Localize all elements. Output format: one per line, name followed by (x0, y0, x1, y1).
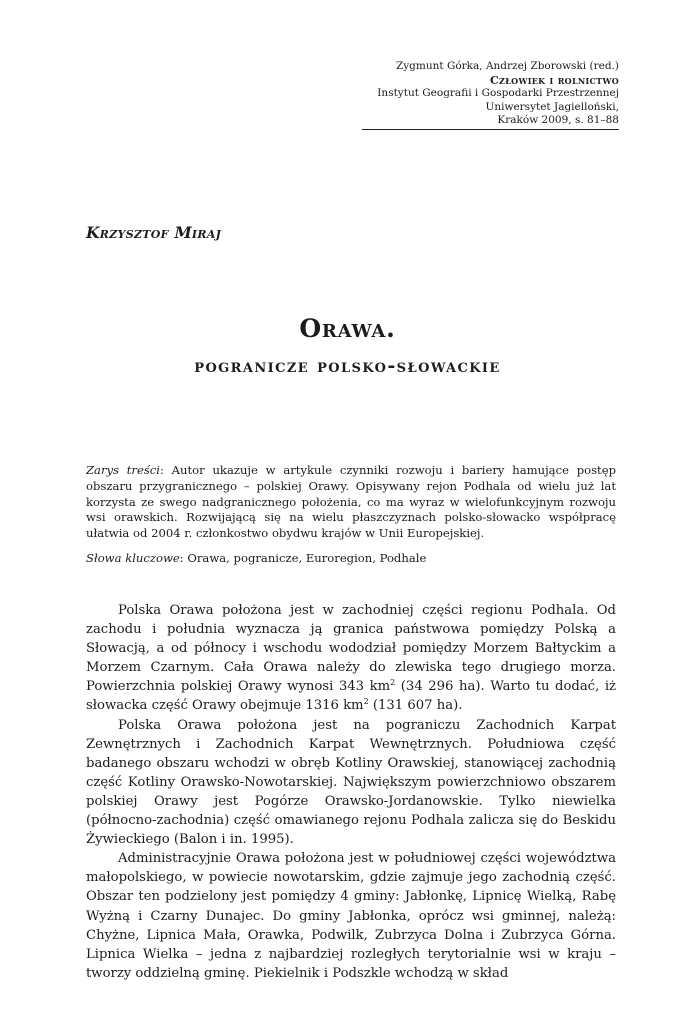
header-rule (362, 129, 619, 130)
paragraph-1 (86, 601, 616, 716)
superscript-2: 2 (363, 697, 369, 707)
paragraph-1-part-a: Polska Orawa położona jest w zachodniej części regionu Podhala. Od zachodu i południa wyznacza ją granica państwowa pomiędzy Polską a Słowacją, a od północy i wschodu wododział pomiędzy Morzem Bałtyckim a Morzem Czarnym. Cała Orawa należy do zlewiska tego drugiego morza. Powierzchnia polskiej Orawy wynosi 343 km (86, 603, 616, 695)
paragraph-1-part-c: (131 607 ha). (368, 698, 463, 714)
abstract (86, 463, 616, 542)
institute-line: Instytut Geografii i Gospodarki Przestrzennej (377, 87, 619, 100)
superscript-1: 2 (390, 678, 396, 688)
editors-line: Zygmunt Górka, Andrzej Zborowski (red.) (395, 60, 619, 72)
keywords-label: Słowa kluczowe (86, 551, 180, 565)
place-pages-line: Kraków 2009, s. 81–88 (497, 114, 619, 127)
keywords-text: : Orawa, pogranicze, Euroregion, Podhale (179, 551, 427, 565)
abstract-text: : Autor ukazuje w artykule czynniki rozwoju i bariery hamujące postęp obszaru przygranicznego – polskiej Orawy. Opisywany rejon Podhala od wielu już lat korzysta ze swego nadgranicznego położenia, co ma wyraz w wielofunkcyjnym rozwoju wsi orawskich. Rozwijającą się na wielu płaszczyznach polsko-słowacko współpracę ułatwia od 2004 r. członkostwo obydwu krajów w Unii Europejskiej. (86, 463, 616, 541)
article-subtitle: pogranicze polsko-słowackie (194, 355, 501, 377)
article-author: Krzysztof Miraj (86, 223, 222, 242)
page-header (319, 60, 619, 128)
article-title: Orawa. (299, 314, 396, 343)
paragraph-2: Polska Orawa położona jest na pograniczu Zachodnich Karpat Zewnętrznych i Zachodnich Karpat Wewnętrznych. Południowa część badanego obszaru wchodzi w obręb Kotliny Orawskiej, stanowiącej zachodnią część Kotliny Orawsko-Nowotarskiej. Największym powierzchniowo obszarem polskiej Orawy jest Pogórze Orawsko-Jordanowskie. Tylko niewielka (północno-zachodnia) część omawianego rejonu Podhala zalicza się do Beskidu Żywieckiego (Balon i in. 1995). (86, 717, 616, 848)
series-title: Człowiek i rolnictwo (490, 73, 619, 87)
keywords (86, 551, 616, 567)
paragraph-1-part-b: (34 296 ha). Warto tu dodać, iż słowacka część Orawy obejmuje 1316 km (86, 679, 616, 714)
paragraph-3: Administracyjnie Orawa położona jest w południowej części województwa małopolskiego, w powiecie nowotarskim, gdzie zajmuje jego zachodnią część. Obszar ten podzielony jest pomiędzy 4 gminy: Jabłonkę, Lipnicę Wielką, Rabę Wyżną i Czarny Dunajec. Do gminy Jabłonka, oprócz wsi gminnej, należą: Chyżne, Lipnica Mała, Orawka, Podwilk, Zubrzyca Dolna i Zubrzyca Górna. Lipnica Wielka – jedna z najbardziej rozległych terytorialnie wsi w kraju – tworzy oddzielną gminę. Piekielnik i Podszkle wchodzą w skład (86, 851, 616, 981)
university-line: Uniwersytet Jagielloński, (485, 100, 619, 113)
abstract-label: Zarys treści (86, 463, 160, 477)
article-body (86, 601, 616, 983)
